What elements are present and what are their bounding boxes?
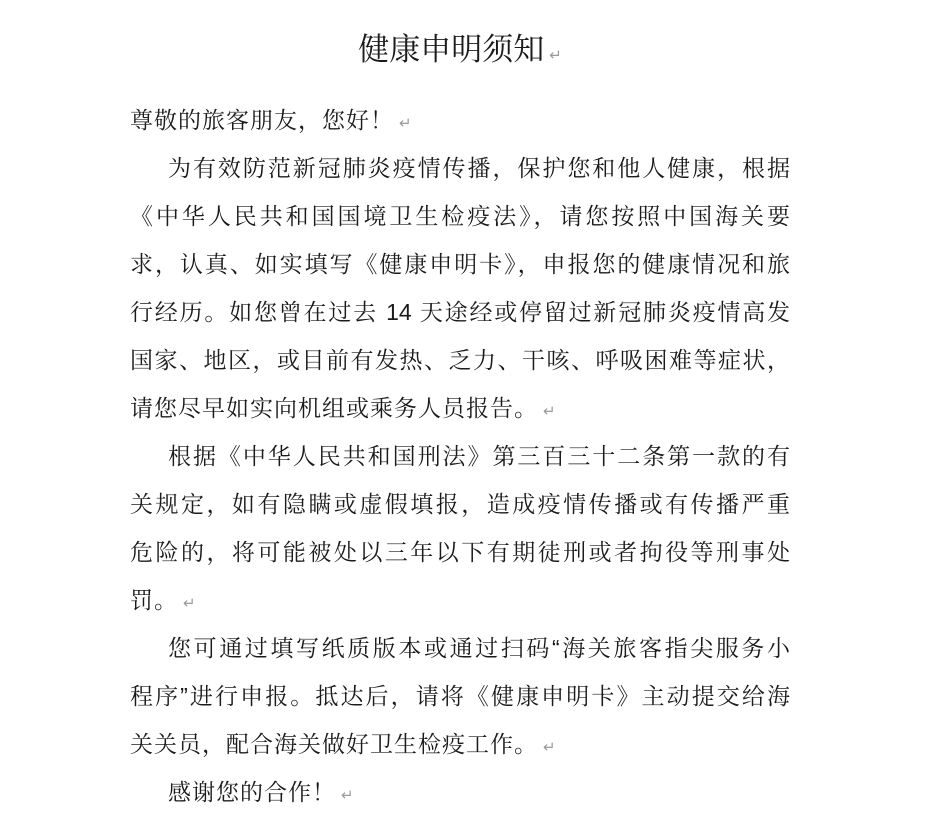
paragraph-mark-icon: ↵ — [543, 402, 556, 420]
document-content — [130, 0, 790, 816]
text-line: 为有效防范新冠肺炎疫情传播，保护您和他人健康，根据 — [168, 155, 790, 181]
text-line: 程序”进行申报。抵达后，请将《健康申明卡》主动提交给海 — [130, 683, 790, 709]
text-line — [130, 384, 790, 432]
paragraph-mark-icon: ↵ — [543, 738, 556, 756]
text-line: 行经历。如您曾在过去 14 天途经或停留过新冠肺炎疫情高发 — [130, 299, 790, 325]
text-line: 国家、地区，或目前有发热、乏力、干咳、呼吸困难等症状， — [130, 347, 790, 373]
paragraph-mark-icon: ↵ — [183, 594, 196, 612]
text-line — [130, 720, 790, 768]
text-line-greeting — [130, 96, 790, 144]
paragraph-mark-icon: ↵ — [399, 114, 412, 132]
document-title — [130, 26, 790, 74]
text-line-text: 感谢您的合作！ — [168, 779, 336, 805]
text-line-text: 罚。 — [130, 587, 178, 613]
text-line: 根据《中华人民共和国刑法》第三百三十二条第一款的有 — [168, 443, 790, 469]
paragraph-mark-icon: ↵ — [341, 786, 354, 804]
text-line: 危险的，将可能被处以三年以下有期徒刑或者拘役等刑事处 — [130, 539, 790, 565]
text-line: 《中华人民共和国国境卫生检疫法》，请您按照中国海关要 — [130, 203, 790, 229]
text-line: 关规定，如有隐瞒或虚假填报，造成疫情传播或有传播严重 — [130, 491, 790, 517]
text-line: 求，认真、如实填写《健康申明卡》，申报您的健康情况和旅 — [130, 251, 790, 277]
text-line — [130, 576, 790, 624]
text-line-thanks — [130, 768, 790, 816]
text-line-text: 关关员，配合海关做好卫生检疫工作。 — [130, 731, 538, 757]
document-title-text: 健康申明须知 — [358, 32, 545, 67]
text-line: 您可通过填写纸质版本或通过扫码“海关旅客指尖服务小 — [168, 635, 790, 661]
paragraph-mark-icon: ↵ — [549, 46, 562, 64]
text-line-text: 尊敬的旅客朋友，您好！ — [130, 107, 394, 133]
text-line-text: 请您尽早如实向机组或乘务人员报告。 — [130, 395, 538, 421]
